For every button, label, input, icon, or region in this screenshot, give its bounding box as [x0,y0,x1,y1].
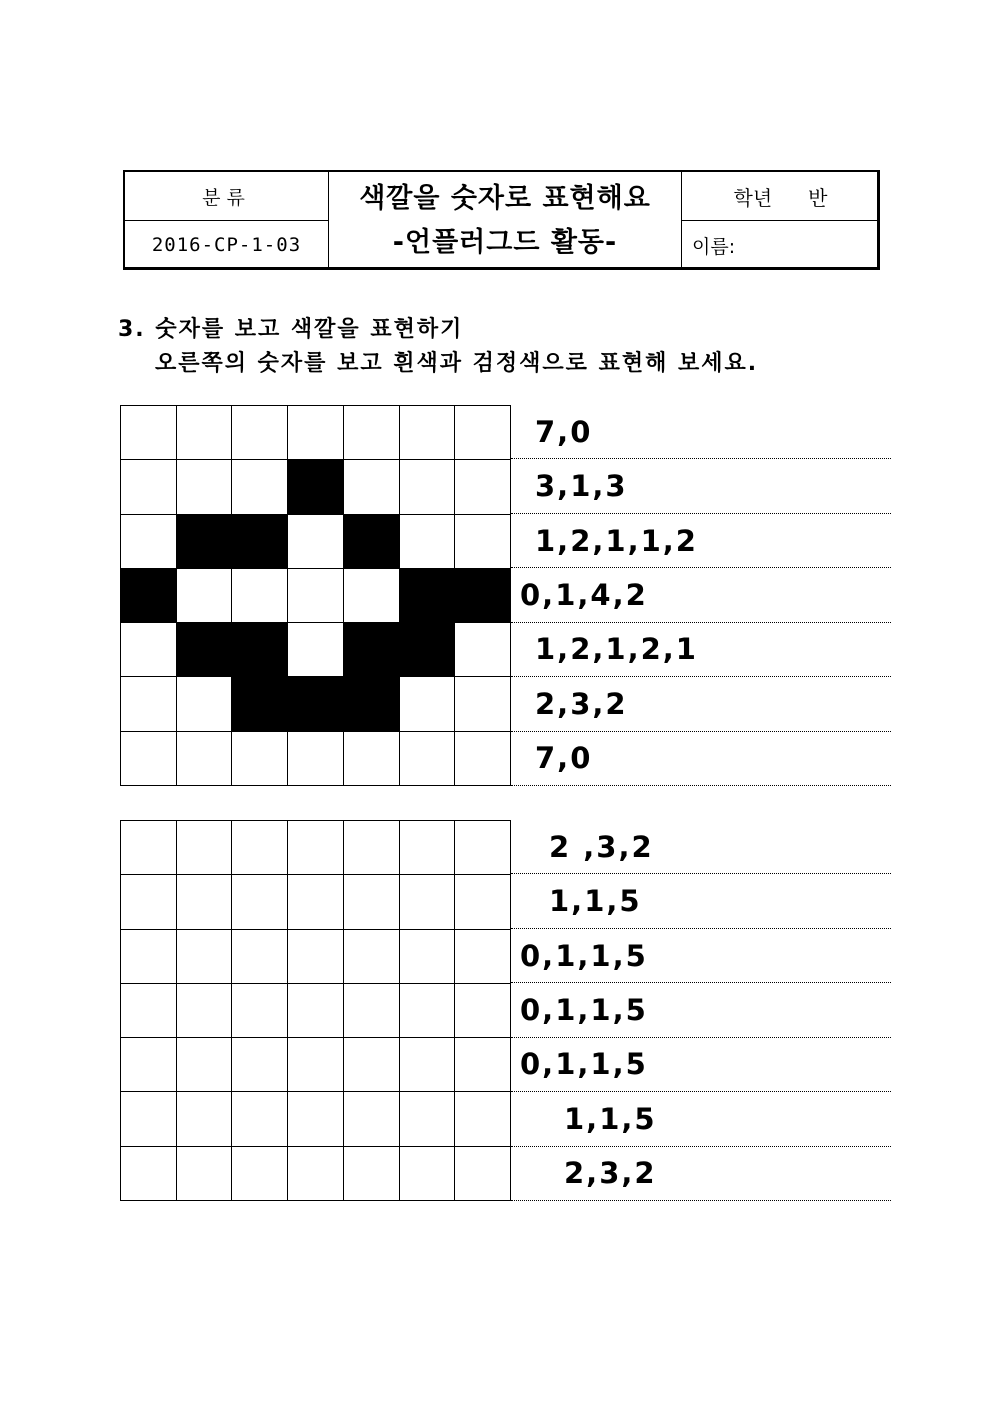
exercise-grid-cell[interactable] [177,875,233,929]
example-grid-cell [344,677,400,731]
exercise-grid-cell[interactable] [344,1147,400,1201]
exercise-grid-cell[interactable] [121,984,177,1038]
example-row-code-4: 0,1,4,2 [511,568,891,622]
example-row-code-3: 1,2,1,1,2 [511,514,891,568]
document-code: 2016-CP-1-03 [125,221,329,269]
example-grid-cell [455,732,511,786]
example-grid-cell [455,569,511,623]
example-row-code-2: 3,1,3 [511,459,891,513]
exercise-grid-cell[interactable] [400,875,456,929]
example-grid-cell [177,515,233,569]
exercise-grid-cell[interactable] [121,875,177,929]
exercise-grid-cell[interactable] [232,1038,288,1092]
example-grid-cell [455,460,511,514]
example-grid-cell [288,515,344,569]
class-label: 반 [808,185,828,210]
example-grid-cell [177,460,233,514]
exercise-grid-cell[interactable] [232,984,288,1038]
example-grid-cell [344,460,400,514]
example-grid-cell [455,515,511,569]
exercise-grid-cell[interactable] [400,821,456,875]
exercise-row-code-5: 0,1,1,5 [511,1038,891,1092]
example-grid-cell [344,732,400,786]
example-row-code-5: 1,2,1,2,1 [511,623,891,677]
category-label: 분류 [125,172,329,221]
question-title: 3. 숫자를 보고 색깔을 표현하기 [118,317,464,342]
example-grid-cell [177,623,233,677]
exercise-grid-cell[interactable] [288,984,344,1038]
example-grid-cell [232,406,288,460]
example-grid-cell [400,732,456,786]
grade-label: 학년 [733,185,773,210]
exercise-row-code-4: 0,1,1,5 [511,983,891,1037]
example-grid-cell [288,732,344,786]
exercise-grid-cell[interactable] [121,1092,177,1146]
example-grid-cell [288,623,344,677]
exercise-grid-cell[interactable] [344,984,400,1038]
example-grid-cell [232,732,288,786]
example-grid-cell [232,677,288,731]
example-grid-cell [121,569,177,623]
example-row-code-6: 2,3,2 [511,677,891,731]
exercise-grid-cell[interactable] [344,930,400,984]
example-grid-cell [177,406,233,460]
grade-class-field[interactable] [681,172,879,221]
example-grid-cell [400,677,456,731]
example-grid-cell [400,460,456,514]
exercise-grid-cell[interactable] [344,875,400,929]
worksheet-title [329,172,681,269]
example-grid-cell [232,569,288,623]
example-row-code-1: 7,0 [511,405,891,459]
example-pixel-grid [120,405,511,786]
example-grid-cell [400,406,456,460]
exercise-row-code-7: 2,3,2 [511,1147,891,1201]
exercise-grid-cell[interactable] [455,984,511,1038]
example-grid-cell [121,732,177,786]
exercise-grid-cell[interactable] [455,1092,511,1146]
example-grid-cell [400,623,456,677]
exercise-grid-cell[interactable] [400,1092,456,1146]
exercise-grid-cell[interactable] [455,875,511,929]
exercise-grid-cell[interactable] [232,821,288,875]
exercise-grid-cell[interactable] [400,984,456,1038]
example-grid-cell [177,677,233,731]
exercise-grid-cell[interactable] [288,1038,344,1092]
exercise-row-code-2: 1,1,5 [511,874,891,928]
exercise-grid-cell[interactable] [400,930,456,984]
exercise-grid-cell[interactable] [121,1147,177,1201]
example-row-code-7: 7,0 [511,732,891,786]
example-grid-cell [288,406,344,460]
header-table [123,170,880,270]
example-grid-cell [232,623,288,677]
example-grid-cell [455,677,511,731]
exercise-grid-cell[interactable] [177,1147,233,1201]
example-grid-cell [288,569,344,623]
example-grid-cell [400,515,456,569]
example-grid-cell [344,406,400,460]
exercise-grid-cell[interactable] [344,1038,400,1092]
exercise-grid-cell[interactable] [455,1038,511,1092]
example-grid-cell [121,623,177,677]
exercise-grid-cell[interactable] [121,1038,177,1092]
example-grid-cell [121,677,177,731]
exercise-pixel-grid[interactable] [120,820,511,1201]
exercise-grid-cell[interactable] [455,821,511,875]
exercise-grid-cell[interactable] [232,1092,288,1146]
example-grid-cell [288,677,344,731]
name-label: 이름: [692,235,736,258]
example-grid-cell [121,460,177,514]
title-line-2: -언플러그드 활동- [392,226,618,258]
exercise-grid-cell[interactable] [121,821,177,875]
example-grid-cell [344,515,400,569]
exercise-grid-cell[interactable] [177,821,233,875]
example-grid-cell [232,515,288,569]
exercise-grid-cell[interactable] [288,1092,344,1146]
example-grid-cell [400,569,456,623]
exercise-grid-cell[interactable] [232,875,288,929]
exercise-row-code-1: 2 ,3,2 [511,820,891,874]
exercise-grid-cell[interactable] [288,875,344,929]
exercise-grid-cell[interactable] [400,1038,456,1092]
exercise-grid-cell[interactable] [400,1147,456,1201]
example-grid-cell [455,623,511,677]
exercise-grid-cell[interactable] [455,1147,511,1201]
exercise-number-list [511,820,891,1201]
exercise-grid-cell[interactable] [288,930,344,984]
exercise-grid-cell[interactable] [232,930,288,984]
example-grid-cell [177,732,233,786]
exercise-grid-cell[interactable] [288,1147,344,1201]
exercise-grid-cell[interactable] [177,1092,233,1146]
example-grid-cell [121,406,177,460]
exercise-grid-cell[interactable] [344,1092,400,1146]
exercise-row-code-6: 1,1,5 [511,1092,891,1146]
exercise-grid-cell[interactable] [288,821,344,875]
exercise-grid-cell[interactable] [455,930,511,984]
example-grid-cell [232,460,288,514]
question-instruction: 오른쪽의 숫자를 보고 흰색과 검정색으로 표현해 보세요. [155,351,759,376]
title-line-1: 색깔을 숫자로 표현해요 [359,182,651,214]
example-grid-cell [344,623,400,677]
example-grid-cell [288,460,344,514]
exercise-grid-cell[interactable] [121,930,177,984]
example-grid-cell [455,406,511,460]
exercise-grid-cell[interactable] [232,1147,288,1201]
example-number-list [511,405,891,786]
example-grid-cell [177,569,233,623]
name-field[interactable] [681,221,879,269]
example-grid-cell [344,569,400,623]
example-grid-cell [121,515,177,569]
exercise-grid-cell[interactable] [177,1038,233,1092]
exercise-grid-cell[interactable] [177,984,233,1038]
exercise-row-code-3: 0,1,1,5 [511,929,891,983]
exercise-grid-cell[interactable] [177,930,233,984]
exercise-grid-cell[interactable] [344,821,400,875]
